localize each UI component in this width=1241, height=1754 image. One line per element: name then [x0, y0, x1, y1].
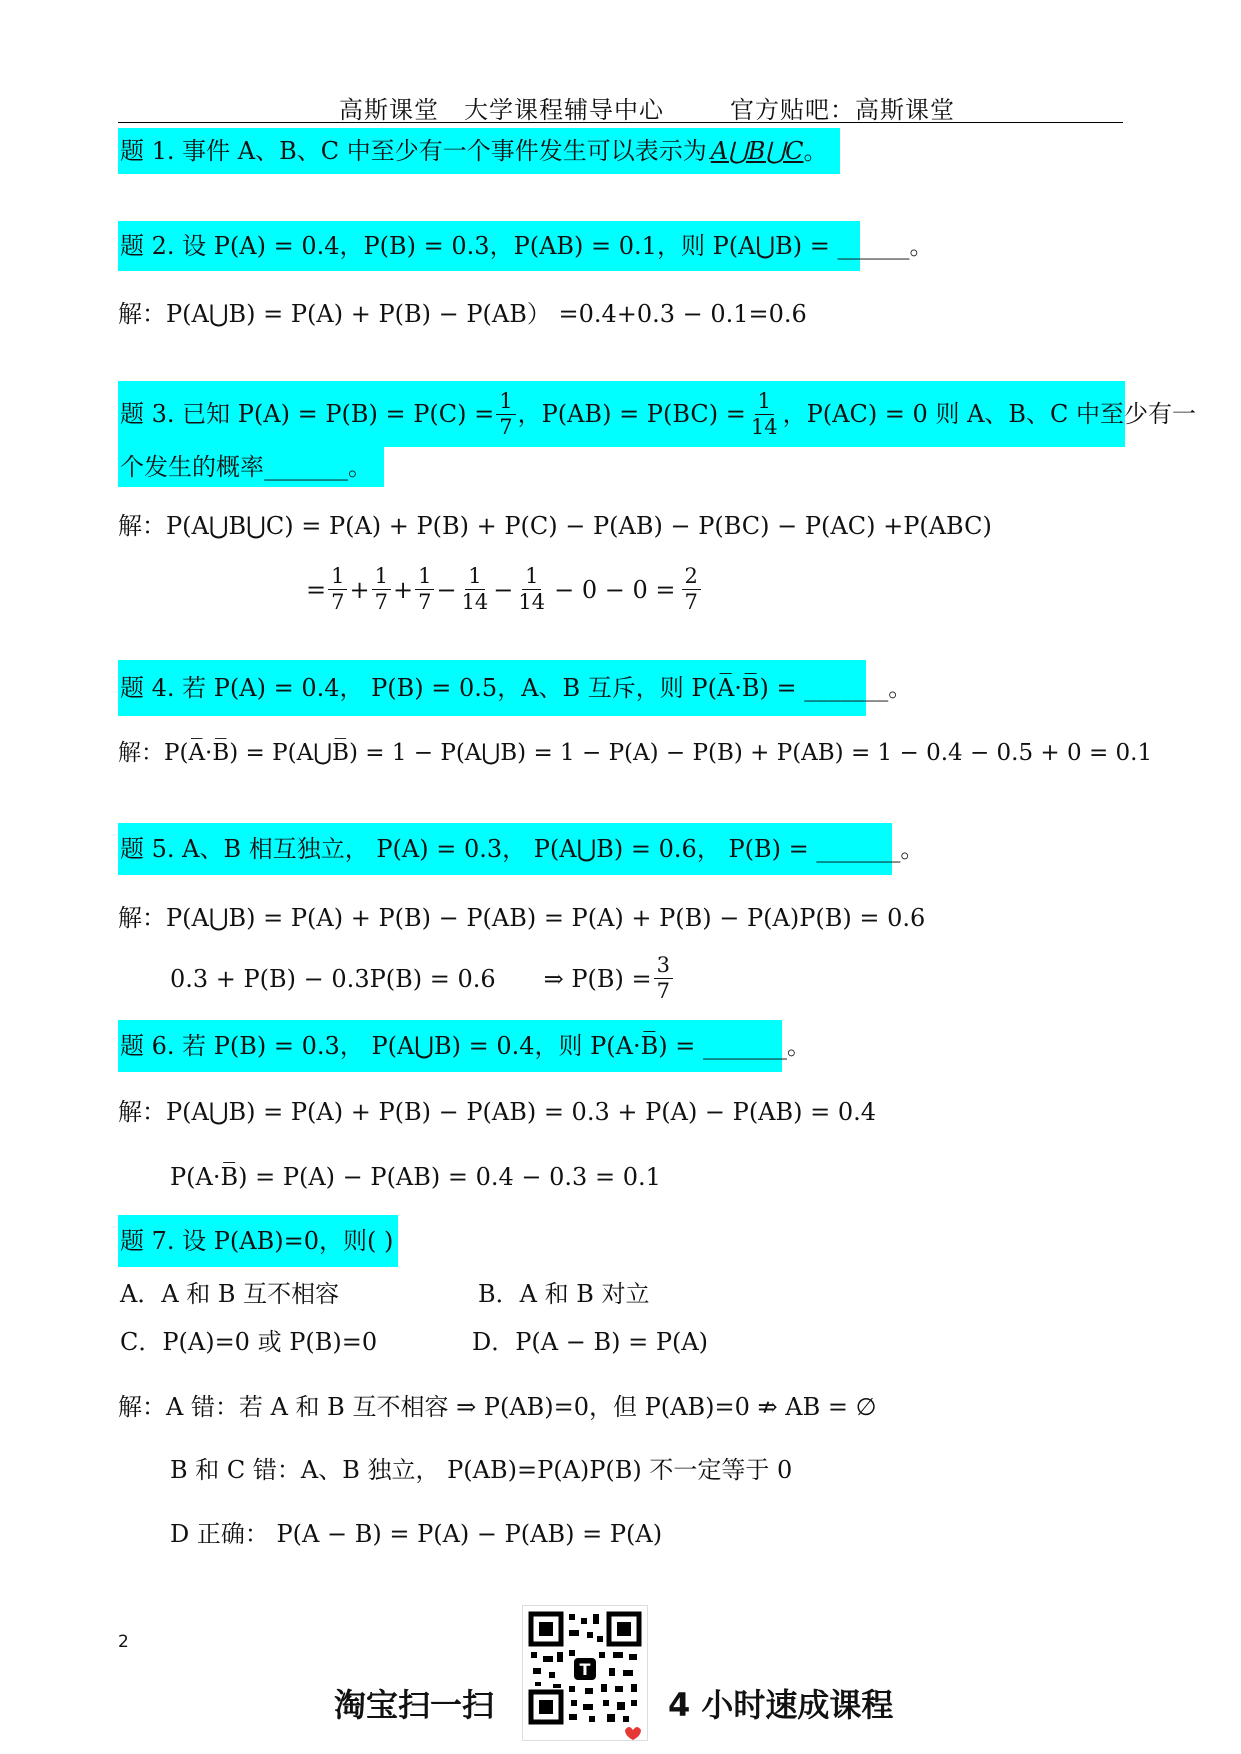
q5-solution-2 — [170, 955, 675, 1002]
q7-solution-2: B 和 C 错：A、B 独立， P(AB)=P(A)P(B) 不一定等于 0 — [170, 1456, 793, 1484]
q7-solution-1: 解：A 错：若 A 和 B 互不相容 ⇒ P(AB)=0，但 P(AB)=0 ⇏ AB = ∅ — [118, 1393, 877, 1421]
q3-fraction-1: $\frac{1}{7}$ — [496, 391, 515, 438]
q5-solution-1: 解：P(A⋃B) = P(A) + P(B) − P(AB) = P(A) + P(B) − P(A)P(B) = 0.6 — [118, 904, 926, 932]
question-4 — [118, 660, 913, 716]
q3-solution-1: 解：P(A⋃B⋃C) = P(A) + P(B) + P(C) − P(AB) − P(BC) − P(AC) +P(ABC) — [118, 512, 992, 540]
q7-option-b: B．A 和 B 对立 — [478, 1280, 650, 1308]
qr-code-icon — [523, 1606, 647, 1740]
q7-option-a: A．A 和 B 互不相容 — [120, 1280, 340, 1308]
q6-text: 题 6. 若 P(B) = 0.3， P(A⋃B) = 0.4，则 P(A·B̅) = _______。 — [120, 1032, 811, 1060]
q7-option-d: D．P(A − B) = P(A) — [472, 1328, 709, 1356]
q1-answer: A⋃B⋃C — [710, 137, 804, 165]
question-3-line1 — [118, 381, 1197, 447]
q5-solution-2-text: 0.3 + P(B) − 0.3P(B) = 0.6 ⇒ P(B) = — [170, 964, 652, 993]
q7-solution-3: D 正确： P(A − B) = P(A) − P(AB) = P(A) — [170, 1520, 663, 1548]
q1-text: 题 1. 事件 A、B、C 中至少有一个事件发生可以表示为 — [120, 137, 707, 165]
question-2 — [118, 221, 934, 271]
question-5 — [118, 823, 925, 875]
q3-fraction-2: $\frac{1}{14}$ — [750, 388, 778, 439]
q3-text-c: ，P(AC) = 0 则 A、B、C 中至少有一 — [782, 400, 1197, 428]
q7-text: 题 7. 设 P(AB)=0，则( ) — [120, 1227, 394, 1255]
q7-option-c: C．P(A)=0 或 P(B)=0 — [120, 1328, 378, 1356]
q3-sol-result: $\frac{2}{7}$ — [682, 566, 701, 613]
q6-solution-2: P(A·B̅) = P(A) − P(AB) = 0.4 − 0.3 = 0.1 — [170, 1163, 661, 1191]
q4-text: 题 4. 若 P(A) = 0.4， P(B) = 0.5，A、B 互斥，则 P(A̅·B̅) = _______。 — [120, 674, 913, 702]
q3-text-a: 题 3. 已知 P(A) = P(B) = P(C) = — [120, 400, 495, 428]
q3-text-b: ，P(AB) = P(BC) = — [517, 400, 746, 428]
q3-sol-frac-3: $\frac{1}{7}$ — [415, 566, 434, 613]
q3-solution-2: = $\frac{1}{7}$ + $\frac{1}{7}$ + $\frac{1}{7}$ − $\frac{1}{14}$ − $\frac{1}{14}$ − 0 − 0 = $\frac{2}{7}$ — [306, 566, 703, 613]
question-3-line2 — [118, 447, 384, 487]
header-left: 高斯课堂 大学课程辅导中心 — [339, 96, 664, 124]
q3-text-line2: 个发生的概率_______。 — [120, 453, 372, 481]
q3-sol-mid: − 0 − 0 = — [554, 575, 676, 604]
page-header — [118, 88, 1123, 123]
q3-sol-frac-5: $\frac{1}{14}$ — [518, 564, 546, 614]
q3-sol-frac-4: $\frac{1}{14}$ — [461, 564, 489, 614]
q1-end: 。 — [803, 137, 828, 165]
header-right: 官方贴吧：高斯课堂 — [730, 96, 955, 124]
q2-text: 题 2. 设 P(A) = 0.4，P(B) = 0.3，P(AB) = 0.1，则 P(A⋃B) = ______。 — [120, 232, 934, 260]
question-6 — [118, 1020, 811, 1072]
q3-sol-equals: = — [306, 575, 327, 604]
footer-left-text: 淘宝扫一扫 — [334, 1686, 495, 1724]
page-number: 2 — [118, 1632, 129, 1652]
footer-right-text: 4 小时速成课程 — [668, 1686, 894, 1724]
q2-solution: 解：P(A⋃B) = P(A) + P(B) − P(AB） =0.4+0.3 − 0.1=0.6 — [118, 300, 807, 328]
q3-sol-frac-1: $\frac{1}{7}$ — [328, 566, 347, 613]
question-7 — [118, 1215, 398, 1267]
qr-code-image[interactable] — [522, 1605, 648, 1741]
q4-solution: 解：P(A̅·B̅) = P(A⋃B̅) = 1 − P(A⋃B) = 1 − P(A) − P(B) + P(AB) = 1 − 0.4 − 0.5 + 0 = 0.1 — [118, 740, 1153, 766]
svg-text:T: T — [579, 1660, 591, 1679]
q5-solution-fraction: $\frac{3}{7}$ — [654, 955, 673, 1002]
question-1 — [118, 128, 840, 174]
q3-sol-frac-2: $\frac{1}{7}$ — [372, 566, 391, 613]
q5-text: 题 5. A、B 相互独立， P(A) = 0.3， P(A⋃B) = 0.6， P(B) = _______。 — [120, 835, 925, 863]
q6-solution-1: 解：P(A⋃B) = P(A) + P(B) − P(AB) = 0.3 + P(A) − P(AB) = 0.4 — [118, 1098, 877, 1126]
